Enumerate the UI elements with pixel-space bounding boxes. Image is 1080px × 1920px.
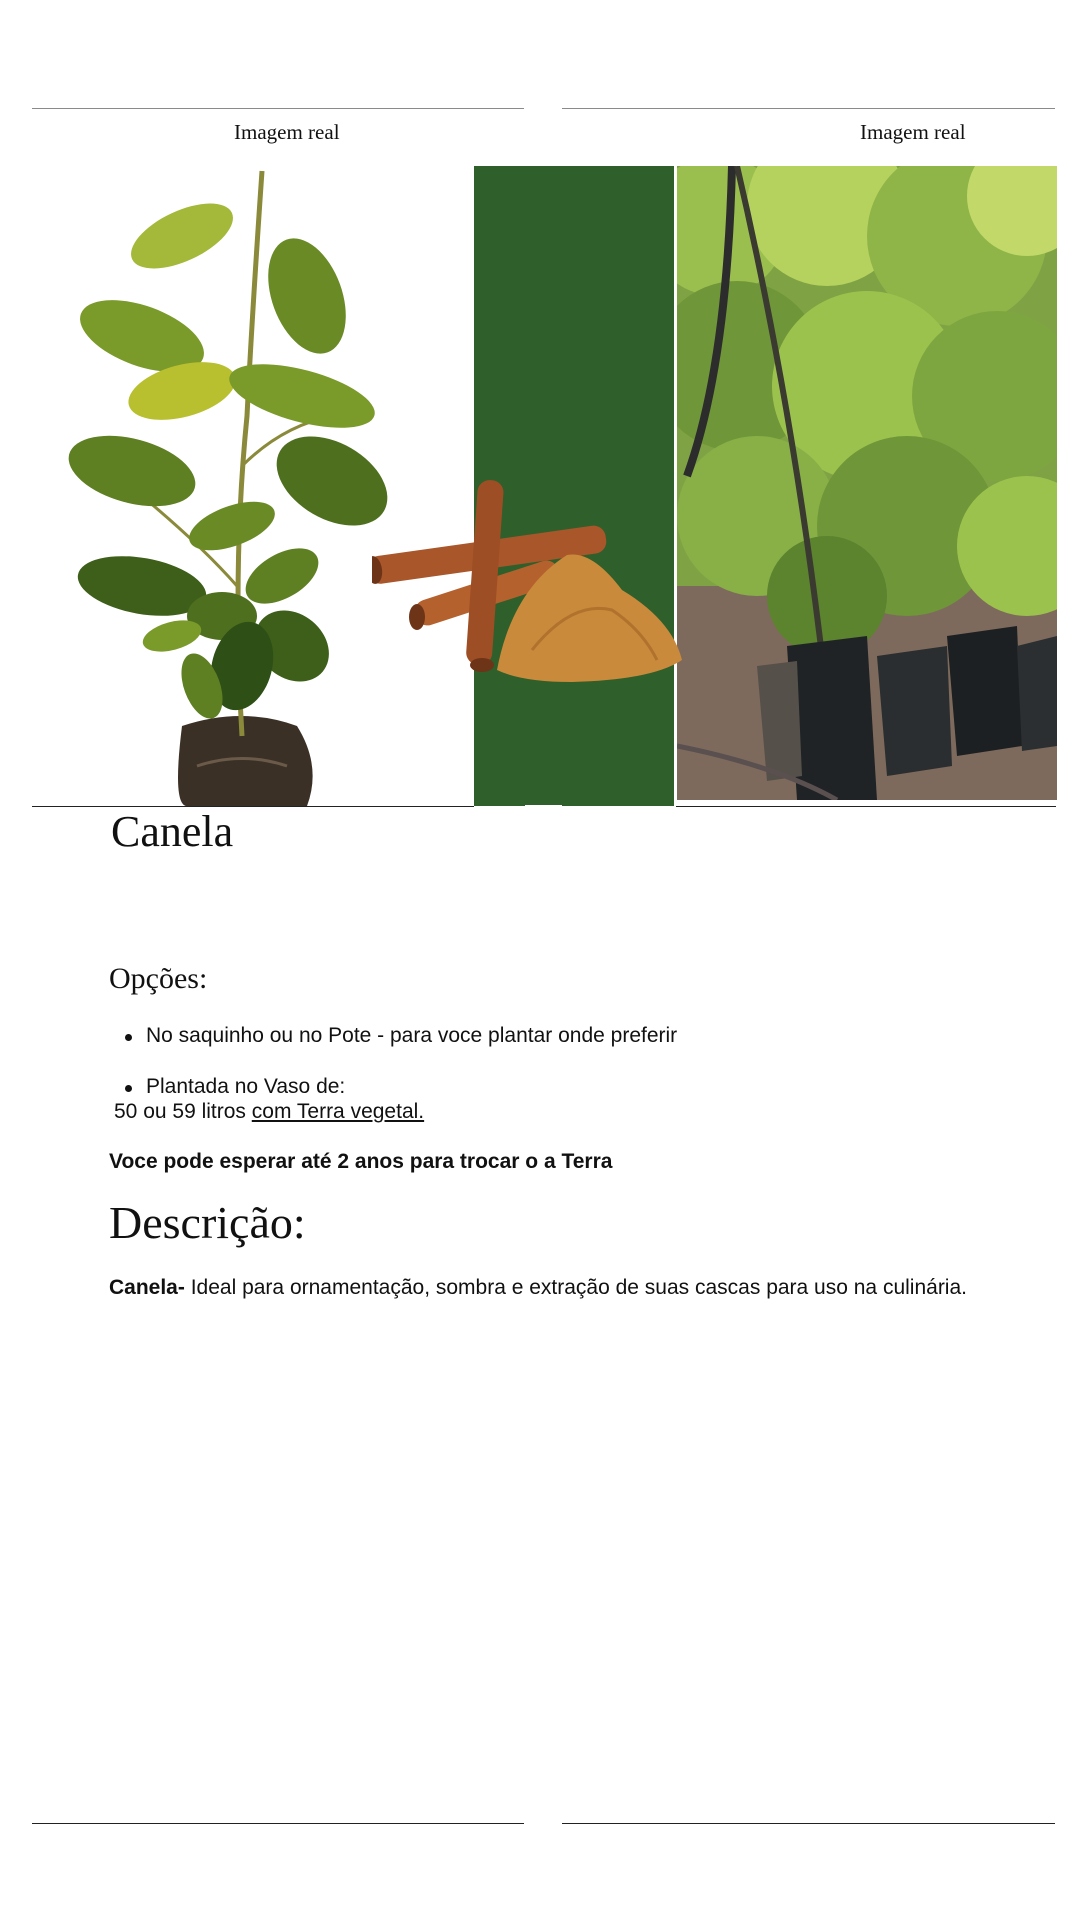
vase-sizes-line [114,1100,424,1124]
description-text [109,1273,969,1303]
cinnamon-sticks-powder [372,470,692,690]
nursery-image[interactable] [677,166,1057,800]
top-rule-right [562,108,1055,109]
description-lead: Canela- [109,1276,185,1299]
option-item-vase [125,1075,345,1099]
option-item-bag [125,1024,677,1048]
nursery-seedlings-illustration [677,166,1057,800]
description-heading: Descrição: [109,1197,306,1248]
option-item-vase-label: Plantada no Vaso de: [146,1075,346,1098]
description-body: Ideal para ornamentação, sombra e extração de suas cascas para uso na culinária. [190,1276,967,1299]
option-item-bag-label: No saquinho ou no Pote - para voce plantar onde preferir [146,1024,678,1047]
top-rule-left [32,108,524,109]
left-image-caption: Imagem real [234,120,340,144]
product-title: Canela [111,807,234,856]
terra-vegetal-link[interactable]: com Terra vegetal. [251,1100,425,1123]
right-image-caption: Imagem real [860,120,966,144]
soil-change-note: Voce pode esperar até 2 anos para trocar o a Terra [109,1150,613,1173]
bottom-rule-right [562,1823,1055,1824]
vase-sizes-text: 50 ou 59 litros [114,1100,246,1123]
mid-rule-left [32,806,474,807]
options-heading: Opções: [109,962,208,995]
bottom-rule-left [32,1823,524,1824]
mid-rule-center [525,805,562,806]
mid-rule-right [676,806,1056,807]
